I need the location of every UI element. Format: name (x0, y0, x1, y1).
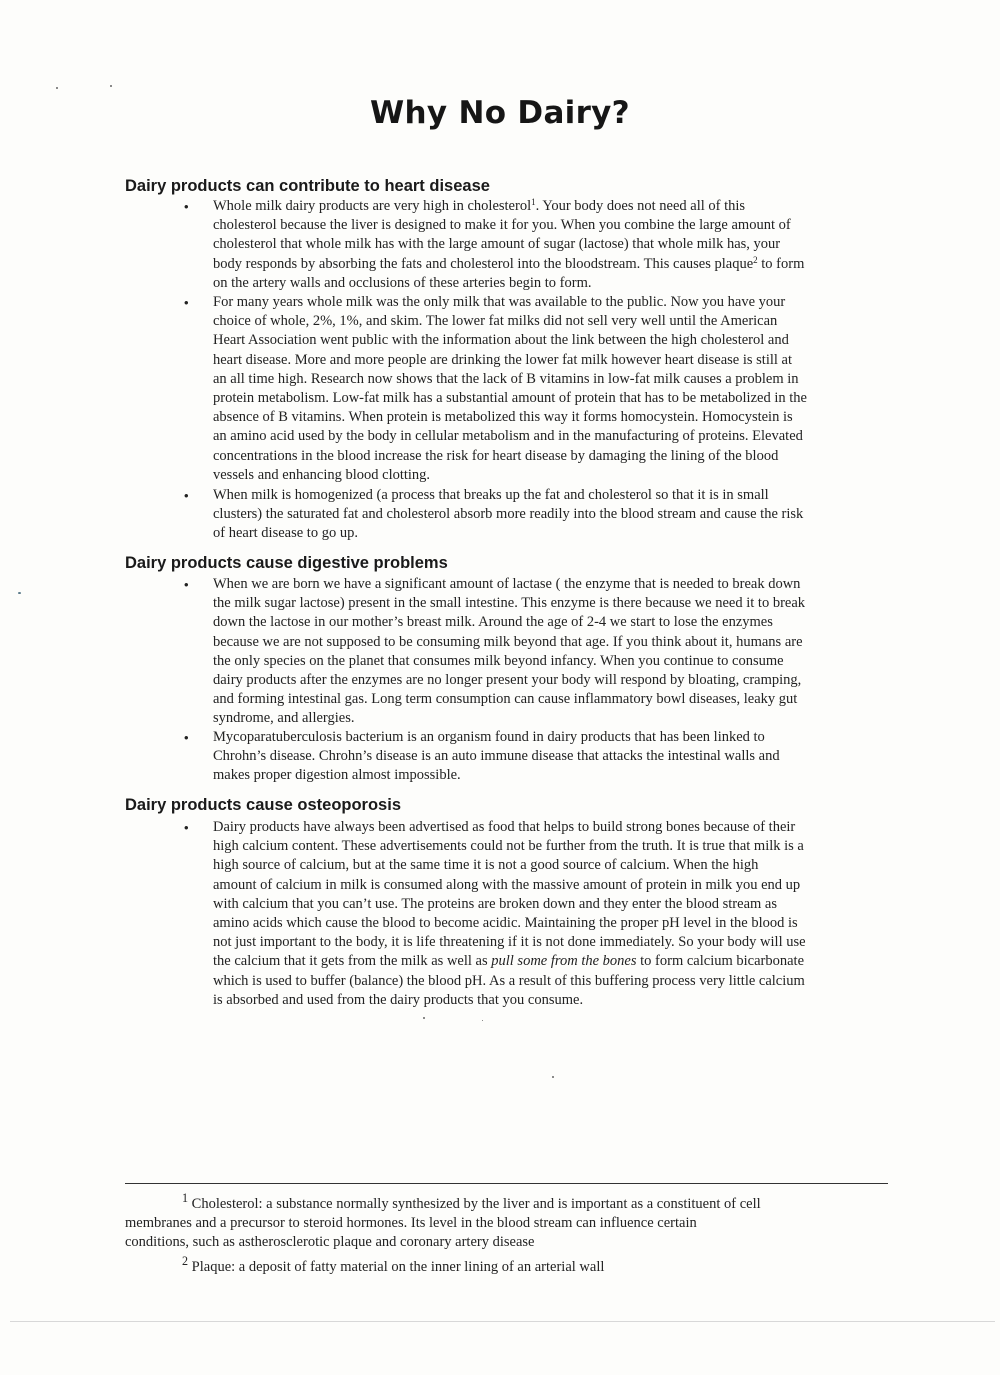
text-line: protein metabolism. Low-fat milk has a substantial amount of protein that has to be metabolized in the (213, 390, 807, 407)
paragraph-homogenized (213, 486, 893, 544)
text-line: clusters) the saturated fat and cholesterol absorb more readily into the blood stream and cause the risk (213, 506, 804, 523)
bullet-icon: • (184, 295, 189, 310)
text-line: Heart Association went public with the information about the link between the high cholesterol and (213, 332, 789, 349)
text-line: syndrome, and allergies. (213, 710, 355, 727)
bullet-icon: • (184, 730, 189, 745)
footnote-mark: 1 (182, 1191, 189, 1205)
footnote-divider (125, 1183, 888, 1184)
text-line: cholesterol that whole milk has with the large amount of sugar (lactose) that whole milk has, your (213, 236, 781, 253)
text-line: the calcium that it gets from the milk as well as pull some from the bones to form calcium bicarbonate (213, 953, 805, 970)
text-line: high calcium content. These advertisements could not be further from the truth. It is true that milk is a (213, 838, 804, 855)
paragraph-calcium (213, 818, 893, 1010)
text-line: Chrohn’s disease. Chrohn’s disease is an auto immune disease that attacks the intestinal walls and (213, 748, 780, 765)
text-line: body responds by absorbing the fats and cholesterol into the bloodstream. This causes plaque$^2$ to form (213, 254, 805, 272)
text-line: For many years whole milk was the only milk that was available to the public. Now you have your (213, 294, 786, 310)
text-line: absence of B vitamins. When protein is metabolized this way it forms homocystein. Homocystein is (213, 409, 793, 426)
text-line: cholesterol because the liver is designed to make it for you. When you combine the large amount of (213, 217, 791, 234)
text-line: on the artery walls and occlusions of these arteries begin to form. (213, 274, 592, 291)
text-line: dairy products after the enzymes are no longer present your body will respond by bloating, cramping, (213, 672, 802, 689)
paragraph-cholesterol (213, 197, 893, 293)
section-heading-digestive: Dairy products cause digestive problems (125, 554, 448, 572)
footnote-line: $^1$ Cholesterol: a substance normally synthesized by the liver and is important as a constituent of cell (182, 1191, 761, 1212)
footnote-line: membranes and a precursor to steroid hormones. Its level in the blood stream can influence certain (125, 1215, 697, 1232)
text-line: the milk sugar lactose) present in the small intestine. This enzyme is there because we need it to break (213, 595, 806, 612)
section-heading-heart-disease: Dairy products can contribute to heart disease (125, 177, 490, 195)
text-line: the only species on the planet that consumes milk beyond infancy. When you continue to consume (213, 652, 784, 669)
text-line: amount of calcium in milk is consumed along with the massive amount of protein in milk you end up (213, 876, 801, 893)
text-line: not just important to the body, it is life threatening if it is not done immediately. So your body will use (213, 934, 806, 951)
footnote-line: conditions, such as astherosclerotic plaque and coronary artery disease (125, 1234, 535, 1251)
text-line: Dairy products have always been advertised as food that helps to build strong bones because of their (213, 819, 796, 835)
footnote-mark: 2 (182, 1254, 189, 1269)
section-heading-osteoporosis: Dairy products cause osteoporosis (125, 796, 401, 814)
scan-edge (10, 1321, 995, 1322)
text-line: When milk is homogenized (a process that breaks up the fat and cholesterol so that it is in small (213, 487, 769, 503)
text-line: and forming intestinal gas. Long term consumption can cause inflammatory bowl diseases, leaky gut (213, 691, 798, 708)
text-line: Whole milk dairy products are very high in cholesterol$^1$. Your body does not need all of this (213, 197, 746, 214)
paragraph-low-fat-milk (213, 293, 893, 485)
text-line: down the lactose in our mother’s breast milk. Around the age of 2-4 we start to lose the enzymes (213, 614, 773, 631)
text-line: amino acids which cause the blood to become acidic. Maintaining the proper pH level in the blood is (213, 915, 798, 932)
text-line: Mycoparatuberculosis bacterium is an organism found in dairy products that has been linked to (213, 729, 765, 745)
bullet-icon: • (184, 199, 189, 214)
footnotes (125, 1189, 882, 1277)
text-line: When we are born we have a significant amount of lactase ( the enzyme that is needed to break down (213, 576, 801, 592)
text-line: because we are not supposed to be consuming milk beyond that age. If you think about it, humans are (213, 633, 803, 650)
text-line: which is used to buffer (balance) the blood pH. As a result of this buffering process very little calcium (213, 972, 805, 989)
text-line: is absorbed and used from the dairy products that you consume. (213, 991, 584, 1008)
text-line: vessels and enhancing blood clotting. (213, 466, 431, 483)
page-title: Why No Dairy? (370, 95, 630, 131)
footnote-line: $^2$ Plaque: a deposit of fatty material on the inner lining of an arterial wall (182, 1254, 605, 1276)
text-line: choice of whole, 2%, 1%, and skim. The lower fat milks did not sell very well until the American (213, 313, 778, 330)
text-line: an amino acid used by the body in cellular metabolism and in the manufacturing of proteins. Elevated (213, 428, 803, 445)
text-line: high source of calcium, but at the same time it is not a good source of calcium. When the high (213, 857, 759, 874)
text-line: of heart disease to go up. (213, 525, 358, 542)
bullet-icon: • (184, 488, 189, 503)
paragraph-crohns (213, 728, 893, 786)
bullet-icon: • (184, 820, 189, 835)
text-line: makes proper digestion almost impossible. (213, 767, 461, 784)
text-line: with calcium that you can’t use. The proteins are broken down and they enter the blood stream as (213, 895, 777, 912)
bullet-icon: • (184, 577, 189, 592)
text-line: an all time high. Research now shows that the lack of B vitamins in low-fat milk causes a problem in (213, 370, 799, 387)
text-line: heart disease. More and more people are drinking the lower fat milk however heart disease is still at (213, 351, 792, 368)
paragraph-lactase (213, 575, 893, 729)
text-line: concentrations in the blood increase the risk for heart disease by damaging the lining of the blood (213, 447, 779, 464)
